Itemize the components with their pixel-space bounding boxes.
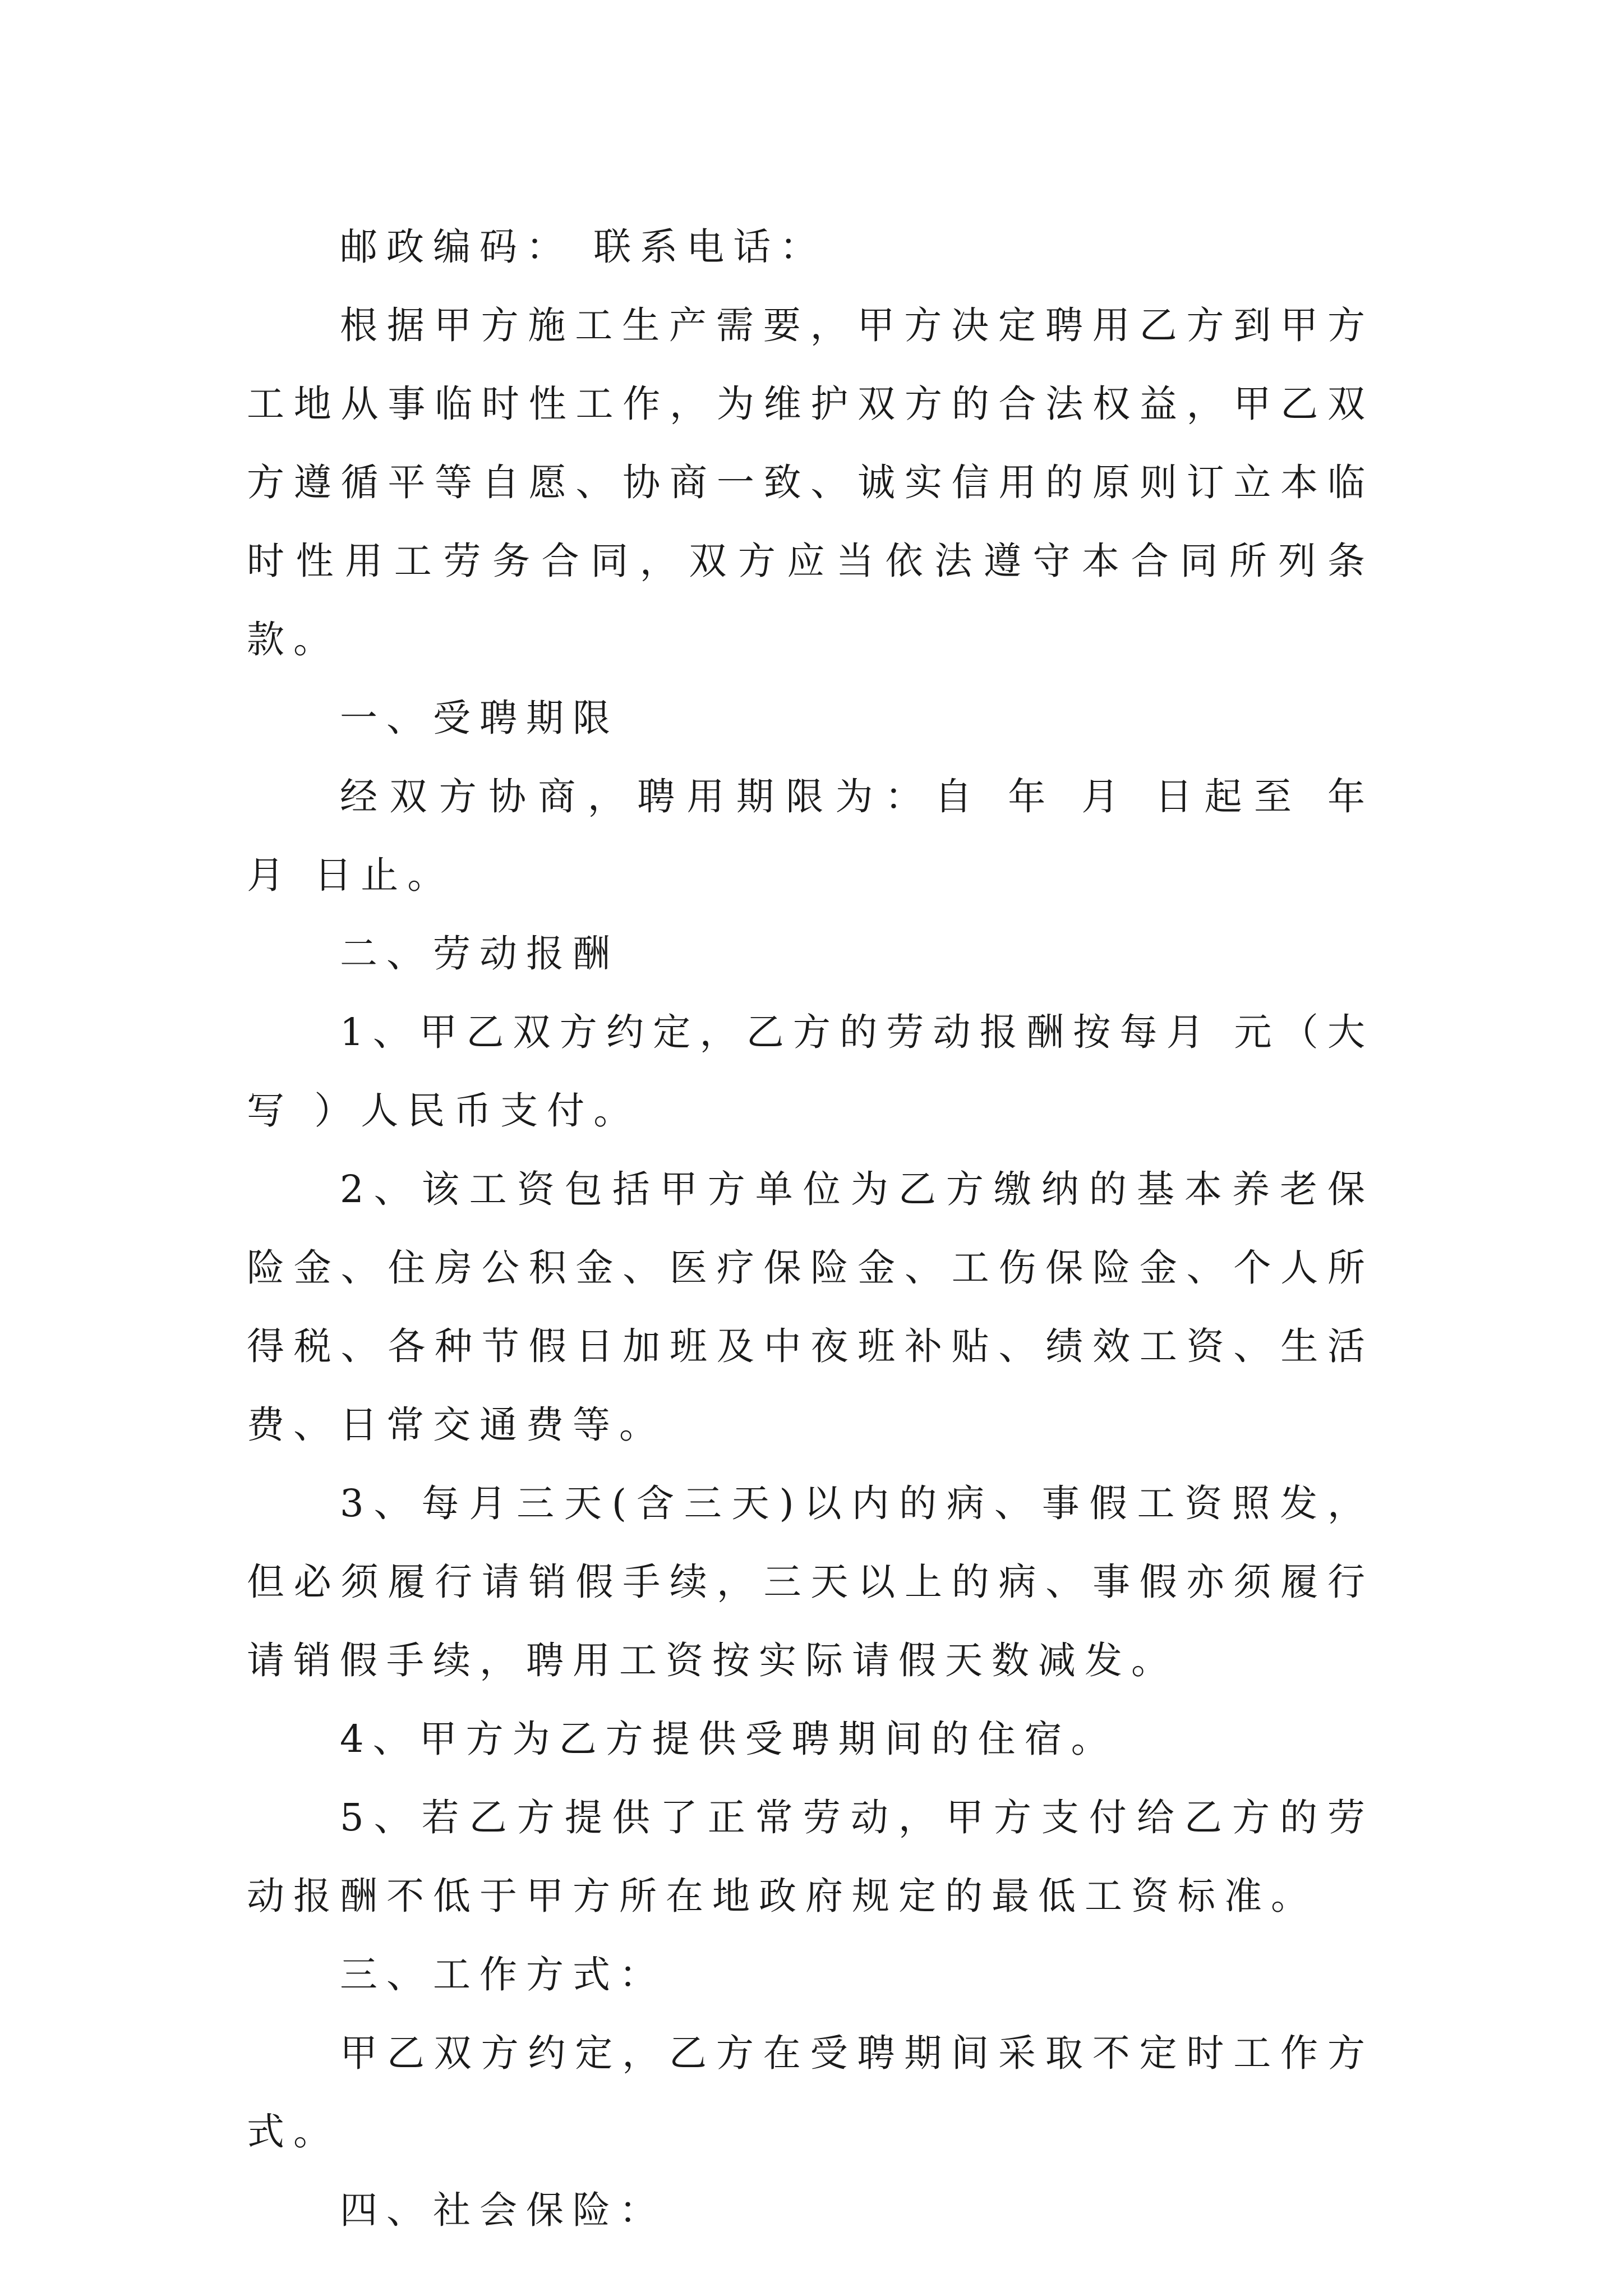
- postal-contact-line: 邮政编码： 联系电话：: [340, 225, 827, 269]
- section-heading-remuneration: 二、劳动报酬: [340, 932, 619, 976]
- contract-body: [247, 208, 1374, 2249]
- intro-paragraph: 根据甲方施工生产需要，甲方决定聘用乙方到甲方工地从事临时性工作，为维护双方的合法权益，甲乙双方遵循平等自愿、协商一致、诚实信用的原则订立本临时性用工劳务合同，双方应当依法遵守本合同所列条款。: [247, 303, 1374, 661]
- section-heading-term: 一、受聘期限: [340, 696, 619, 740]
- remuneration-item-3: 3、每月三天(含三天)以内的病、事假工资照发，但必须履行请销假手续，三天以上的病、事假亦须履行请销假手续，聘用工资按实际请假天数减发。: [247, 1481, 1374, 1682]
- section-heading-social-insurance: 四、社会保险：: [340, 2188, 666, 2232]
- remuneration-item-2: 2、该工资包括甲方单位为乙方缴纳的基本养老保险金、住房公积金、医疗保险金、工伤保险金、个人所得税、各种节假日加班及中夜班补贴、绩效工资、生活费、日常交通费等。: [247, 1167, 1374, 1447]
- term-paragraph: 经双方协商，聘用期限为：自 年 月 日起至 年 月 日止。: [247, 775, 1374, 897]
- remuneration-item-1: 1、甲乙双方约定，乙方的劳动报酬按每月 元（大写 ）人民币支付。: [247, 1010, 1374, 1133]
- section-heading-work-mode: 三、工作方式：: [340, 1953, 666, 1996]
- work-mode-paragraph: 甲乙双方约定，乙方在受聘期间采取不定时工作方式。: [247, 2031, 1374, 2154]
- remuneration-item-4: 4、甲方为乙方提供受聘期间的住宿。: [340, 1717, 1118, 1761]
- remuneration-item-5: 5、若乙方提供了正常劳动，甲方支付给乙方的劳动报酬不低于甲方所在地政府规定的最低工资标准。: [247, 1796, 1374, 1918]
